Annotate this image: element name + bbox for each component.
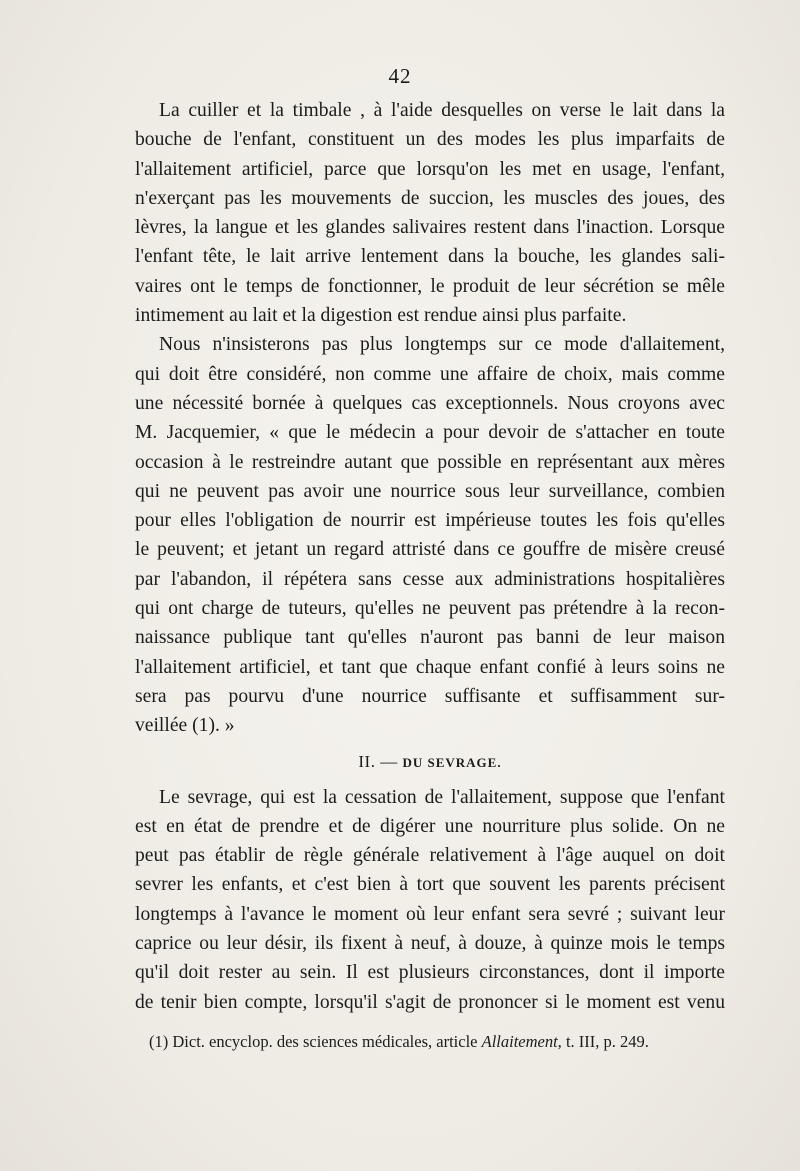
- text-line: le peuvent; et jetant un regard attristé dans ce gouffre de misère creusé: [135, 539, 725, 561]
- text-line: peut pas établir de règle générale relativement à l'âge auquel on doit: [135, 845, 725, 867]
- text-line: Nous n'insisterons pas plus longtemps sur ce mode d'allaitement,: [159, 334, 725, 356]
- text-line: La cuiller et la timbale , à l'aide desquelles on verse le lait dans la: [159, 100, 725, 121]
- text-line: par l'abandon, il répétera sans cesse aux administrations hospitalières: [135, 568, 725, 590]
- text-line: l'allaitement artificiel, parce que lorsqu'on les met en usage, l'enfant,: [135, 158, 725, 180]
- text-line: caprice ou leur désir, ils fixent à neuf, à douze, à quinze mois le temps: [135, 933, 725, 955]
- text-line: M. Jacquemier, « que le médecin a pour devoir de s'attacher en toute: [135, 422, 725, 444]
- section-number: II. —: [358, 751, 398, 771]
- text-line: qui doit être considéré, non comme une affaire de choix, mais comme: [135, 363, 725, 385]
- footnote-italic: Allaitement,: [481, 1031, 562, 1051]
- text-line: occasion à le restreindre autant que possible en représentant aux mères: [135, 451, 725, 473]
- section-heading: [135, 741, 725, 783]
- footnote: [135, 1025, 725, 1059]
- text-line: qui ne peuvent pas avoir une nourrice sous leur surveillance, combien: [135, 480, 725, 502]
- text-line: est en état de prendre et de digérer une nourriture plus solide. On ne: [135, 815, 725, 837]
- page-number: 42: [388, 64, 412, 88]
- text-line: l'allaitement artificiel, et tant que chaque enfant confié à leurs soins ne: [135, 656, 725, 678]
- text-line: qu'il doit rester au sein. Il est plusieurs circonstances, dont il importe: [135, 962, 725, 984]
- text-line: bouche de l'enfant, constituent un des modes les plus imparfaits de: [135, 129, 725, 151]
- text-line: l'enfant tête, le lait arrive lentement dans la bouche, les glandes sali-: [135, 246, 725, 268]
- footnote-prefix: (1) Dict. encyclop. des sciences médicales, article: [149, 1031, 478, 1051]
- text-line: pour elles l'obligation de nourrir est impérieuse toutes les fois qu'elles: [135, 510, 725, 532]
- text-line: Le sevrage, qui est la cessation de l'allaitement, suppose que l'enfant: [159, 786, 725, 808]
- text-line: n'exerçant pas les mouvements de succion, les muscles des joues, des: [135, 187, 725, 209]
- paragraph-2: [135, 330, 725, 740]
- paragraph-1: [135, 96, 725, 330]
- text-line: une nécessité bornée à quelques cas exceptionnels. Nous croyons avec: [135, 392, 725, 414]
- text-line: longtemps à l'avance le moment où leur enfant sera sevré ; suivant leur: [135, 903, 725, 925]
- paragraph-3: [135, 783, 725, 1017]
- text-line: vaires ont le temps de fonctionner, le produit de leur sécrétion se mêle: [135, 275, 725, 297]
- text-line: naissance publique tant qu'elles n'auront pas banni de leur maison: [135, 627, 725, 649]
- text-line: sera pas pourvu d'une nourrice suffisante et suffisamment sur-: [135, 685, 725, 707]
- text-line: sevrer les enfants, et c'est bien à tort que souvent les parents précisent: [135, 874, 725, 896]
- text-line: de tenir bien compte, lorsqu'il s'agit de prononcer si le moment est venu: [135, 991, 725, 1013]
- spacer: [135, 1017, 725, 1025]
- body-text: [135, 96, 725, 1059]
- text-line: veillée (1). »: [135, 715, 235, 737]
- text-line: qui ont charge de tuteurs, qu'elles ne peuvent pas prétendre à la recon-: [135, 598, 725, 620]
- text-line: lèvres, la langue et les glandes salivaires restent dans l'inaction. Lorsque: [135, 217, 725, 239]
- section-title: DU SEVRAGE.: [402, 754, 502, 770]
- footnote-suffix: t. III, p. 249.: [565, 1031, 649, 1051]
- text-line: intimement au lait et la digestion est rendue ainsi plus parfaite.: [135, 305, 627, 327]
